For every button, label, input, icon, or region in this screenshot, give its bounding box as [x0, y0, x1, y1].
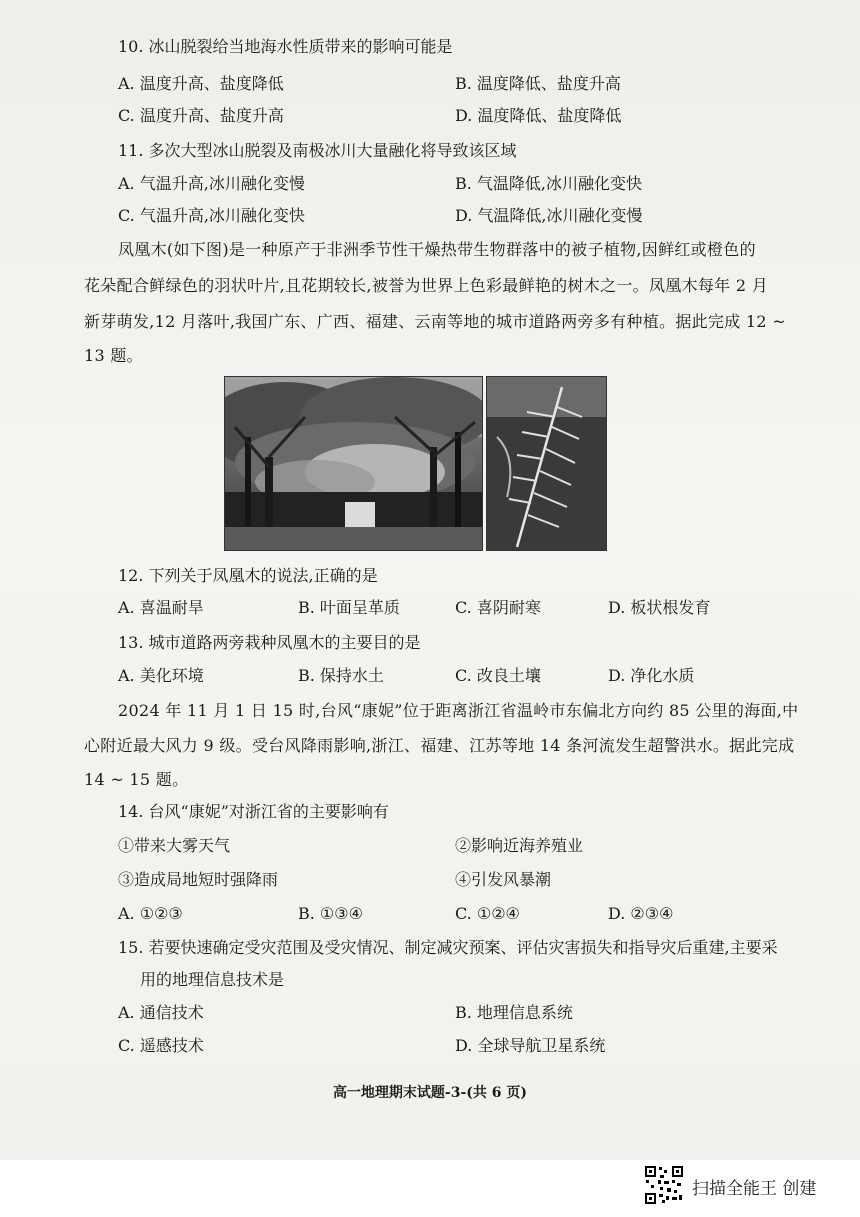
passage1-line3: 新芽萌发,12 月落叶,我国广东、广西、福建、云南等地的城市道路两旁多有种植。据此完成 12 ~: [84, 312, 786, 331]
q12-stem: 12. 下列关于凤凰木的说法,正确的是: [118, 566, 378, 585]
passage2-line1: 2024 年 11 月 1 日 15 时,台风“康妮”位于距离浙江省温岭市东偏北方向约 85 公里的海面,中: [118, 701, 799, 720]
q13-option-d: D. 净化水质: [608, 666, 695, 685]
leaf-closeup-picture: [487, 377, 606, 550]
q12-option-b: B. 叶面呈革质: [298, 598, 400, 617]
q12-option-d: D. 板状根发育: [608, 598, 711, 617]
q10-stem: 10. 冰山脱裂给当地海水性质带来的影响可能是: [118, 37, 453, 56]
flame-tree-photo: [224, 376, 483, 551]
q14-statement-4: ④引发风暴潮: [455, 870, 552, 889]
qr-code-icon: [644, 1165, 684, 1205]
q10-option-a: A. 温度升高、盐度降低: [118, 74, 284, 93]
q13-option-c: C. 改良土壤: [455, 666, 541, 685]
q10-option-c: C. 温度升高、盐度升高: [118, 106, 284, 125]
q15-stem-line1: 15. 若要快速确定受灾范围及受灾情况、制定减灾预案、评估灾害损失和指导灾后重建,主要采: [118, 938, 778, 957]
q15-stem-line2: 用的地理信息技术是: [140, 970, 285, 989]
q14-statement-3: ③造成局地短时强降雨: [118, 870, 279, 889]
q13-stem: 13. 城市道路两旁栽种凤凰木的主要目的是: [118, 633, 421, 652]
q14-option-d: D. ②③④: [608, 904, 674, 923]
q15-option-b: B. 地理信息系统: [455, 1003, 573, 1022]
q11-option-c: C. 气温升高,冰川融化变快: [118, 206, 305, 225]
q11-option-a: A. 气温升高,冰川融化变慢: [118, 174, 305, 193]
q14-statement-1: ①带来大雾天气: [118, 836, 231, 855]
q10-option-d: D. 温度降低、盐度降低: [455, 106, 622, 125]
flame-tree-leaf-photo: [486, 376, 607, 551]
passage1-line4: 13 题。: [84, 346, 143, 365]
q14-option-c: C. ①②④: [455, 904, 520, 923]
q14-option-b: B. ①③④: [298, 904, 363, 923]
q14-statement-2: ②影响近海养殖业: [455, 836, 584, 855]
q13-option-b: B. 保持水土: [298, 666, 384, 685]
q14-option-a: A. ①②③: [118, 904, 183, 923]
tree-canopy-picture: [225, 377, 482, 550]
q15-option-a: A. 通信技术: [118, 1003, 204, 1022]
passage1-line1: 凤凰木(如下图)是一种原产于非洲季节性干燥热带生物群落中的被子植物,因鲜红或橙色的: [118, 240, 756, 259]
q13-option-a: A. 美化环境: [118, 666, 204, 685]
watermark-text: 扫描全能王 创建: [692, 1179, 817, 1199]
q15-option-c: C. 遥感技术: [118, 1036, 204, 1055]
passage2-line2: 心附近最大风力 9 级。受台风降雨影响,浙江、福建、江苏等地 14 条河流发生超警洪水。据此完成: [84, 736, 795, 755]
q10-option-b: B. 温度降低、盐度升高: [455, 74, 621, 93]
q15-option-d: D. 全球导航卫星系统: [455, 1036, 606, 1055]
q11-stem: 11. 多次大型冰山脱裂及南极冰川大量融化将导致该区域: [118, 141, 517, 160]
passage2-line3: 14 ~ 15 题。: [84, 770, 189, 789]
q12-option-a: A. 喜温耐旱: [118, 598, 204, 617]
page-footer: 高一地理期末试题-3-(共 6 页): [332, 1085, 528, 1101]
q14-stem: 14. 台风“康妮”对浙江省的主要影响有: [118, 802, 389, 821]
q12-option-c: C. 喜阴耐寒: [455, 598, 541, 617]
passage1-line2: 花朵配合鲜绿色的羽状叶片,且花期较长,被誉为世界上色彩最鲜艳的树木之一。凤凰木每年 2 月: [84, 276, 769, 295]
q11-option-b: B. 气温降低,冰川融化变快: [455, 174, 643, 193]
q11-option-d: D. 气温降低,冰川融化变慢: [455, 206, 643, 225]
